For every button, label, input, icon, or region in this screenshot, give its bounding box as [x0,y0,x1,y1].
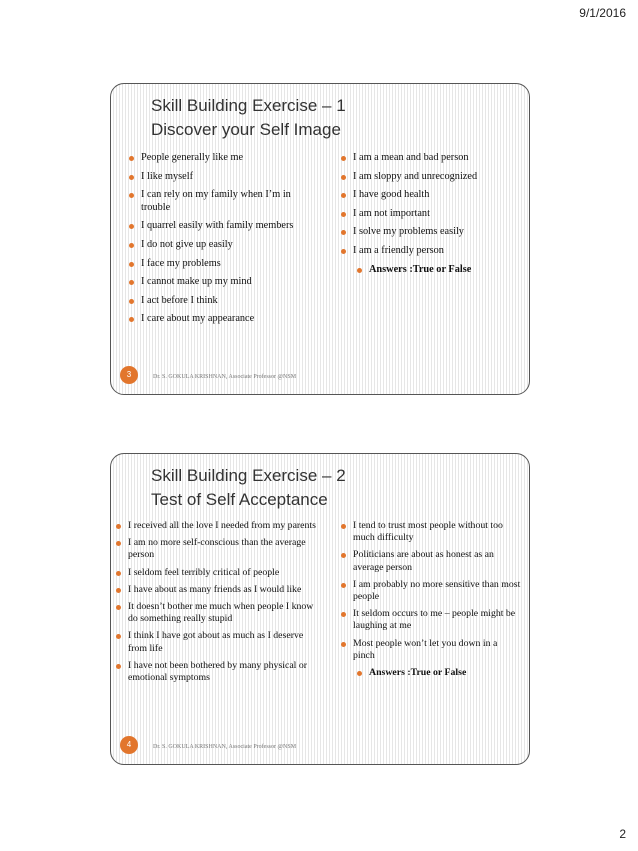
list-item: Politicians are about as honest as an average person [341,549,521,573]
page-date: 9/1/2016 [579,6,626,20]
list-item: I have about as many friends as I would like [116,584,321,596]
list-item: Most people won’t let you down in a pinch [341,638,521,662]
answer-note: Answers :True or False [357,264,521,277]
slide-2 [110,453,530,765]
list-item: I cannot make up my mind [129,276,305,289]
list-item: I can rely on my family when I’m in trouble [129,189,305,214]
list-item: I seldom feel terribly critical of people [116,567,321,579]
slide-title-line1: Skill Building Exercise – 2 [151,466,346,485]
list-item: I have good health [341,189,521,202]
answer-note: Answers :True or False [357,667,521,679]
list-item: I am a mean and bad person [341,152,521,165]
list-item: I think I have got about as much as I deserve from life [116,630,321,654]
left-column [129,152,305,332]
list-item: I like myself [129,171,305,184]
page-number: 2 [619,827,626,841]
left-column [116,520,321,689]
list-item: I solve my problems easily [341,226,521,239]
list-item: It doesn’t bother me much when people I know do something really stupid [116,601,321,625]
list-item: I have not been bothered by many physical or emotional symptoms [116,660,321,684]
list-item: I am a friendly person [341,245,521,258]
list-item: I act before I think [129,295,305,308]
slide-title-line1: Skill Building Exercise – 1 [151,96,346,115]
list-item: I care about my appearance [129,313,305,326]
list-item: I am no more self-conscious than the average person [116,537,321,561]
list-item: People generally like me [129,152,305,165]
slide-title-line2: Test of Self Acceptance [151,490,328,509]
slide-number-badge: 4 [120,736,138,754]
right-column [341,520,521,684]
list-item: I quarrel easily with family members [129,220,305,233]
list-item: I face my problems [129,258,305,271]
slide-title [151,464,346,512]
list-item: I received all the love I needed from my parents [116,520,321,532]
list-item: I am sloppy and unrecognized [341,171,521,184]
slide-number-badge: 3 [120,366,138,384]
list-item: I am probably no more sensitive than most people [341,579,521,603]
slide-title [151,94,346,142]
list-item: I do not give up easily [129,239,305,252]
slide-1 [110,83,530,395]
slide-footer: Dr. S. GOKULA KRISHNAN, Associate Professor @NSM [153,744,297,750]
slide-footer: Dr. S. GOKULA KRISHNAN, Associate Professor @NSM [153,374,297,380]
list-item: I am not important [341,208,521,221]
right-column [341,152,521,282]
slide-title-line2: Discover your Self Image [151,120,341,139]
list-item: I tend to trust most people without too much difficulty [341,520,521,544]
list-item: It seldom occurs to me – people might be laughing at me [341,608,521,632]
